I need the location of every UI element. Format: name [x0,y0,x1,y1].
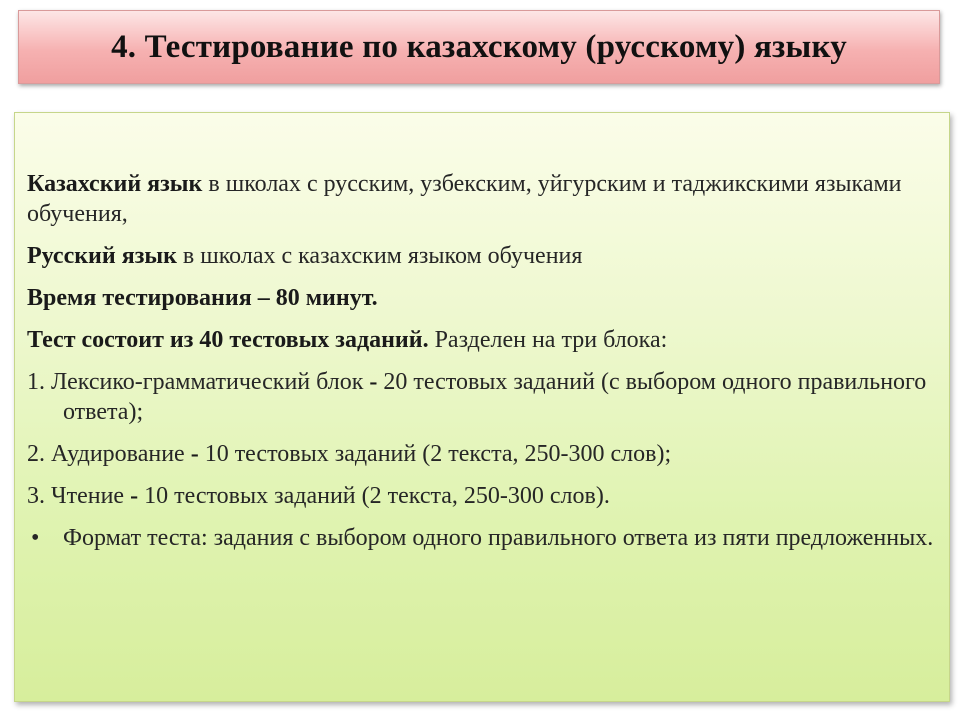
item1-dash: - [369,369,378,395]
slide-content [27,169,942,553]
item3-dash: - [130,483,139,509]
item2-text: 10 тестовых заданий (2 текста, 250-300 слов); [198,441,672,467]
list-item-listening-block [27,439,942,469]
russian-language-label: Русский язык [27,243,177,269]
slide-content-box [14,112,950,702]
paragraph-test-duration [27,283,942,313]
test-structure-text: Разделен на три блока: [428,327,668,353]
item1-label: 1. Лексико-грамматический блок [27,369,370,395]
bullet-icon: • [31,525,40,551]
test-format-text: Формат теста: задания с выбором одного правильного ответа из пяти предложенных. [63,525,934,551]
paragraph-russian-language [27,241,942,271]
slide-title: 4. Тестирование по казахскому (русскому) языку [111,28,847,65]
kazakh-language-text: в школах с русским, узбекским, уйгурским и таджикскими языками обучения, [27,171,902,227]
list-item-lexical-grammar-block [27,367,942,427]
slide-title-box [18,10,940,84]
paragraph-kazakh-language [27,169,942,229]
item3-label: 3. Чтение [27,483,131,509]
paragraph-test-structure [27,325,942,355]
test-structure-label: Тест состоит из 40 тестовых заданий. [27,327,429,353]
item1-text: 20 тестовых заданий (с выбором одного правильного ответа); [63,369,927,425]
russian-language-text: в школах с казахским языком обучения [176,243,583,269]
list-item-reading-block [27,481,942,511]
test-duration-text: Время тестирования – 80 минут. [27,285,378,311]
item2-label: 2. Аудирование [27,441,191,467]
bullet-test-format [27,523,942,553]
kazakh-language-label: Казахский язык [27,171,203,197]
item2-dash: - [190,441,199,467]
item3-text: 10 тестовых заданий (2 текста, 250-300 слов). [138,483,610,509]
